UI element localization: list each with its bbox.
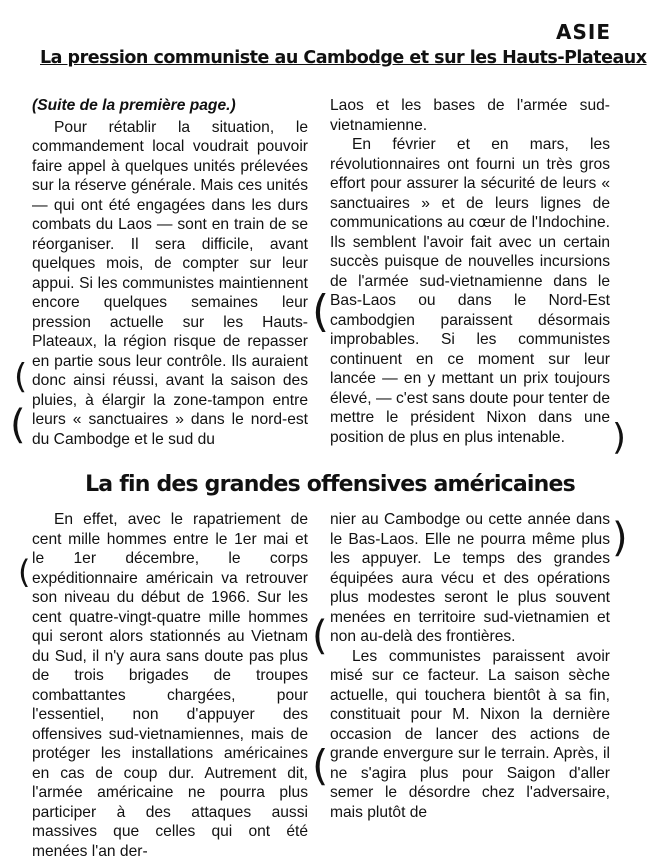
article-headline: La pression communiste au Cambodge et sur les Hauts-Plateaux xyxy=(40,48,647,68)
handwritten-bracket-mark: ( xyxy=(14,357,28,397)
paragraph: nier au Cambodge ou cette année dans le Bas-Laos. Elle ne pourra même plus les appuyer. Le temps des grandes équipées aura vécu et des opérations plus modestes seront le plus souvent menées en territoire sud-vietnamien et non au-delà des frontières. xyxy=(330,511,610,645)
column-1 xyxy=(32,96,308,449)
column-4 xyxy=(330,510,610,822)
paragraph: Pour rétablir la situation, le commandement local voudrait pouvoir faire appel à quelques unités prélevées sur la réserve générale. Mais ces unités — qui ont été engagées dans les durs combats du Laos — sont en train de se réorganiser. Il sera difficile, avant quelques mois, de compter sur leur appui. Si les communistes maintiennent encore quelques semaines leur pression actuelle sur les Hauts-Plateaux, la région risque de repasser en partie sous leur contrôle. Ils auraient donc ainsi réussi, avant la saison des pluies, à élargir la zone-tampon entre leurs « sanctuaires » dans le nord-est du Cambodge et le sud du xyxy=(32,118,308,448)
handwritten-bracket-mark: ( xyxy=(10,402,26,448)
paragraph: En effet, avec le rapatriement de cent mille hommes entre le 1er mai et le 1er décembre, le corps expéditionnaire américain va retrouver son niveau du début de 1966. Sur les cent quatre-vingt-quatre mille hommes qui seront alors stationnés au Vietnam du Sud, il n'y aura sans doute pas plus de trois brigades de troupes combattantes chargées, pour l'essentiel, non d'appuyer des offensives sud-vietnamiennes, mais de protéger les installations américaines en cas de coup dur. Autrement dit, l'armée américaine ne pourra plus participer à des attaques aussi massives que celles qui ont été menées l'an der- xyxy=(32,511,308,860)
paragraph: Laos et les bases de l'armée sud-vietnamienne. xyxy=(330,97,610,134)
paragraph: En février et en mars, les révolutionnaires ont fourni un très gros effort pour assurer la sécurité de leurs « sanctuaires » et de leurs lignes de communications au cœur de l'Indochine. Ils semblent l'avoir fait avec un certain succès puisque de nouvelles incursions de l'armée sud-vietnamienne dans le Bas-Laos ou dans le Nord-Est cambodgien paraissent désormais improbables. Si les communistes continuent en ce moment sur leur lancée — en y mettant un prix toujours élevé, — c'est sans doute pour tenter de mettre le président Nixon dans une position de plus en plus intenable. xyxy=(330,136,610,446)
column-3 xyxy=(32,510,308,861)
handwritten-bracket-mark: ( xyxy=(312,613,328,659)
section-subheadline: La fin des grandes offensives américaines xyxy=(85,472,575,497)
section-tag: ASIE xyxy=(556,20,611,44)
handwritten-bracket-mark: ( xyxy=(18,553,31,591)
column-2 xyxy=(330,96,610,447)
handwritten-bracket-mark: ) xyxy=(612,417,627,458)
handwritten-bracket-mark: ) xyxy=(612,515,628,561)
handwritten-bracket-mark: ( xyxy=(312,286,330,337)
paragraph: Les communistes paraissent avoir misé sur ce facteur. La saison sèche actuelle, qui touchera bientôt à sa fin, constituait pour M. Nixon la dernière occasion de lancer des actions de grande envergure sur le terrain. Après, il ne s'agira plus pour Saigon d'aller semer le désordre chez l'adversaire, mais plutôt de xyxy=(330,647,610,821)
continuation-note: (Suite de la première page.) xyxy=(32,97,236,114)
handwritten-bracket-mark: ( xyxy=(312,741,329,790)
